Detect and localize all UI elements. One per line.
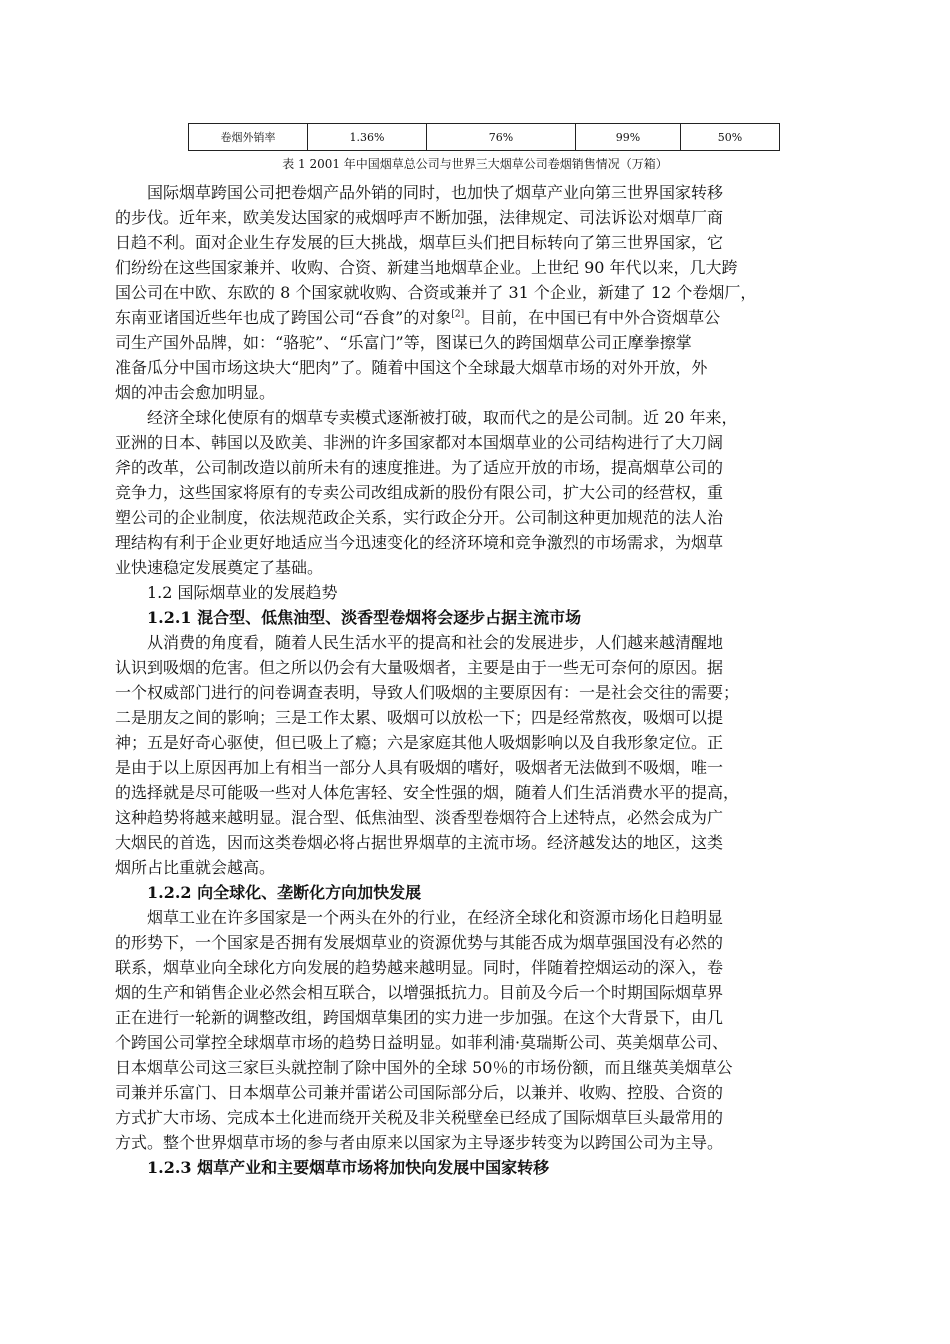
text-line: 司生产国外品牌，如：“骆驼”、“乐富门”等，图谋已久的跨国烟草公司正摩拳擦掌 <box>115 333 692 352</box>
text-line: 烟的生产和销售企业必然会相互联合，以增强抵抗力。目前及今后一个时期国际烟草界 <box>115 983 724 1002</box>
text-line: 斧的改革，公司制改造以前所未有的速度推进。为了适应开放的市场，提高烟草公司的 <box>115 458 724 477</box>
text-line: 这种趋势将越来越明显。混合型、低焦油型、淡香型卷烟符合上述特点，必然会成为广 <box>115 808 724 827</box>
text-line: 的步伐。近年来，欧美发达国家的戒烟呼声不断加强，法律规定、司法诉讼对烟草厂商 <box>115 208 724 227</box>
text-line: 神；五是好奇心驱使，但已吸上了瘾；六是家庭其他人吸烟影响以及自我形象定位。正 <box>115 733 724 752</box>
text-line: 认识到吸烟的危害。但之所以仍会有大量吸烟者，主要是由于一些无可奈何的原因。据 <box>115 658 724 677</box>
text-line: 个跨国公司掌控全球烟草市场的趋势日益明显。如菲利浦·莫瑞斯公司、英美烟草公司、 <box>115 1033 729 1052</box>
text-line: 们纷纷在这些国家兼并、收购、合资、新建当地烟草企业。上世纪 90 年代以来，几大跨 <box>115 258 738 277</box>
text-line: 从消费的角度看，随着人民生活水平的提高和社会的发展进步，人们越来越清醒地 <box>115 633 724 652</box>
text-line: 国公司在中欧、东欧的 8 个国家就收购、合资或兼并了 31 个企业，新建了 12 个卷烟厂， <box>115 283 757 302</box>
text-line: 大烟民的首选，因而这类卷烟必将占据世界烟草的主流市场。经济越发达的地区，这类 <box>115 833 724 852</box>
text-line: 的形势下，一个国家是否拥有发展烟草业的资源优势与其能否成为烟草强国没有必然的 <box>115 933 724 952</box>
text-line: 日趋不利。面对企业生存发展的巨大挑战，烟草巨头们把目标转向了第三世界国家，它 <box>115 233 724 252</box>
table-cell: 卷烟外销率 <box>189 124 308 151</box>
text-line: 日本烟草公司这三家巨头就控制了除中国外的全球 50％的市场份额，而且继英美烟草公 <box>115 1058 733 1077</box>
text-line: 的选择就是尽可能吸一些对人体危害轻、安全性强的烟，随着人们生活消费水平的提高， <box>115 783 740 802</box>
text-line <box>115 305 855 330</box>
text-segment: 东南亚诸国近些年也成了跨国公司“吞食”的对象 <box>115 308 452 327</box>
text-line: 烟所占比重就会越高。 <box>115 858 276 877</box>
text-line: 亚洲的日本、韩国以及欧美、非洲的许多国家都对本国烟草业的公司结构进行了大刀阔 <box>115 433 724 452</box>
text-line: 国际烟草跨国公司把卷烟产品外销的同时，也加快了烟草产业向第三世界国家转移 <box>115 183 724 202</box>
text-line: 塑公司的企业制度，依法规范政企关系，实行政企分开。公司制这种更加规范的法人治 <box>115 508 724 527</box>
text-line: 是由于以上原因再加上有相当一部分人具有吸烟的嗜好，吸烟者无法做到不吸烟，唯一 <box>115 758 724 777</box>
table-row <box>189 124 780 151</box>
table-cell: 1.36% <box>308 124 427 151</box>
table-caption: 表 1 2001 年中国烟草总公司与世界三大烟草公司卷烟销售情况（万箱） <box>282 157 668 171</box>
text-line: 二是朋友之间的影响；三是工作太累、吸烟可以放松一下；四是经常熬夜，吸烟可以提 <box>115 708 724 727</box>
subsection-heading: 1.2.1 混合型、低焦油型、淡香型卷烟将会逐步占据主流市场 <box>115 608 582 627</box>
text-line: 联系，烟草业向全球化方向发展的趋势越来越明显。同时，伴随着控烟运动的深入，卷 <box>115 958 724 977</box>
subsection-heading: 1.2.2 向全球化、垄断化方向加快发展 <box>115 883 422 902</box>
table-cell: 50% <box>681 124 780 151</box>
text-line: 正在进行一轮新的调整改组，跨国烟草集团的实力进一步加强。在这个大背景下，由几 <box>115 1008 724 1027</box>
text-line: 业快速稳定发展奠定了基础。 <box>115 558 324 577</box>
citation-ref: [2] <box>451 309 465 320</box>
text-line: 准备瓜分中国市场这块大“肥肉”了。随着中国这个全球最大烟草市场的对外开放，外 <box>115 358 708 377</box>
subsection-heading: 1.2.3 烟草产业和主要烟草市场将加快向发展中国家转移 <box>115 1158 550 1177</box>
text-line: 方式扩大市场、完成本土化进而绕开关税及非关税壁垒已经成了国际烟草巨头最常用的 <box>115 1108 724 1127</box>
text-segment: 。目前，在中国已有中外合资烟草公 <box>464 308 721 327</box>
text-line: 烟草工业在许多国家是一个两头在外的行业，在经济全球化和资源市场化日趋明显 <box>115 908 724 927</box>
table-cell: 99% <box>576 124 681 151</box>
text-line: 烟的冲击会愈加明显。 <box>115 383 276 402</box>
text-line: 方式。整个世界烟草市场的参与者由原来以国家为主导逐步转变为以跨国公司为主导。 <box>115 1133 724 1152</box>
text-line: 司兼并乐富门、日本烟草公司兼并雷诺公司国际部分后，以兼并、收购、控股、合资的 <box>115 1083 724 1102</box>
text-line: 理结构有利于企业更好地适应当今迅速变化的经济环境和竞争激烈的市场需求，为烟草 <box>115 533 724 552</box>
table-cell: 76% <box>427 124 576 151</box>
text-line: 一个权威部门进行的问卷调查表明，导致人们吸烟的主要原因有：一是社会交往的需要； <box>115 683 740 702</box>
text-line: 竞争力，这些国家将原有的专卖公司改组成新的股份有限公司，扩大公司的经营权，重 <box>115 483 724 502</box>
text-line: 经济全球化使原有的烟草专卖模式逐渐被打破，取而代之的是公司制。近 20 年来， <box>115 408 738 427</box>
sales-table <box>188 123 780 151</box>
section-heading: 1.2 国际烟草业的发展趋势 <box>115 583 338 602</box>
